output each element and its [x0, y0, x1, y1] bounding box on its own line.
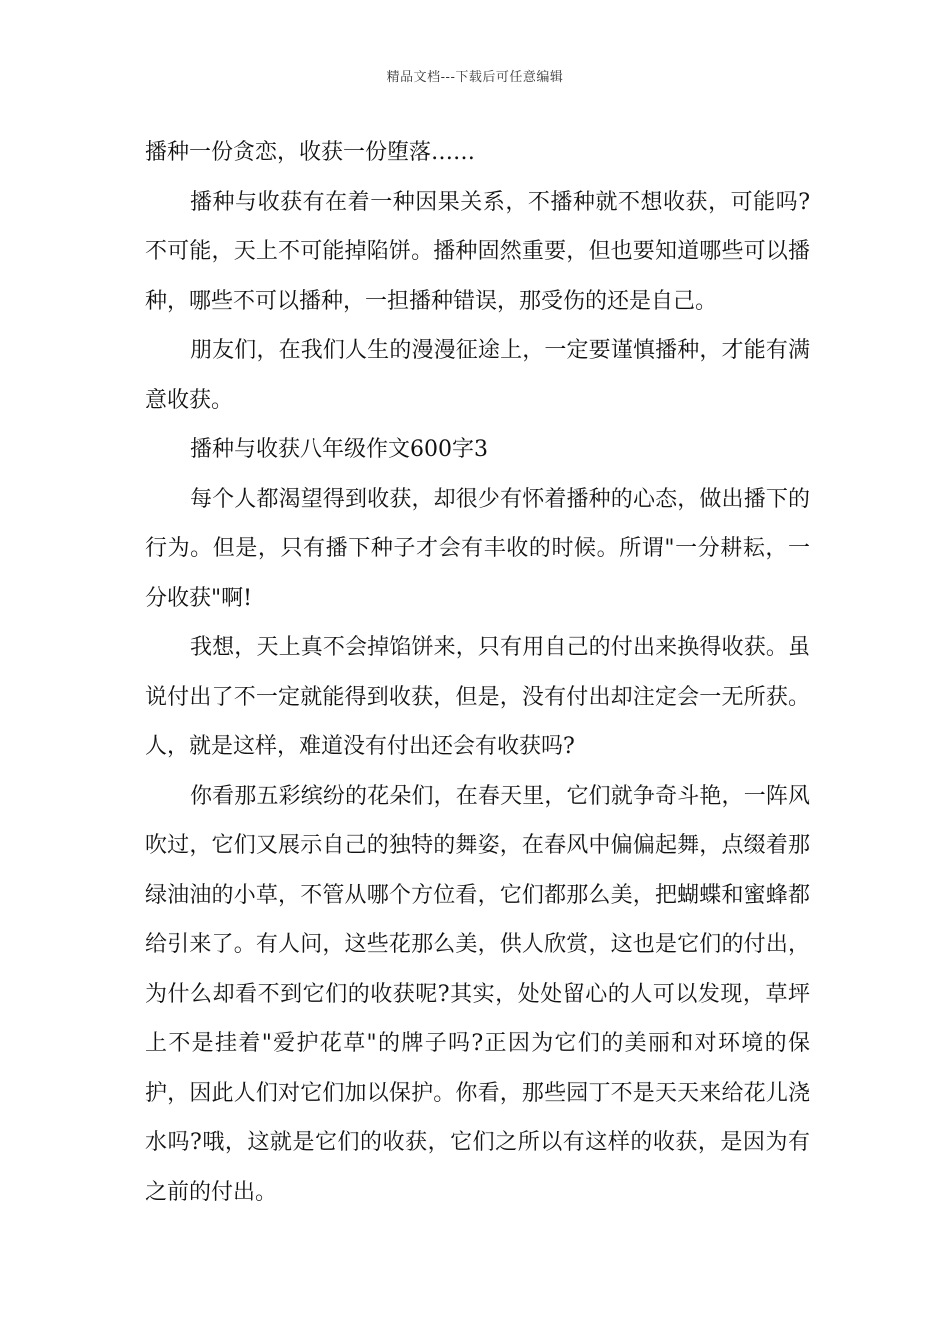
section-heading: 播种与收获八年级作文600字3 — [190, 437, 488, 462]
paragraph-2: 播种与收获有在着一种因果关系，不播种就不想收获，可能吗?不可能，天上不可能掉陷饼。播种固然重要，但也要知道哪些可以播种，哪些不可以播种，一担播种错误，那受伤的还是自己。 — [145, 189, 810, 314]
paragraph-3: 朋友们，在我们人生的漫漫征途上，一定要谨慎播种，才能有满意收获。 — [145, 338, 810, 413]
paragraph-1: 播种一份贪恋，收获一份堕落…… — [145, 140, 476, 165]
page-header: 精品文档---下载后可任意编辑 — [386, 70, 564, 85]
paragraph-6: 你看那五彩缤纷的花朵们，在春天里，它们就争奇斗艳，一阵风吹过，它们又展示自己的独特的舞姿，在春风中偏偏起舞，点缀着那绿油油的小草，不管从哪个方位看，它们都那么美，把蝴蝶和蜜蜂都给引来了。有人问，这些花那么美，供人欣赏，这也是它们的付出，为什么却看不到它们的收获呢?其实，处处留心的人可以发现，草坪上不是挂着"爱护花草"的牌子吗?正因为它们的美丽和对环境的保护，因此人们对它们加以保护。你看，那些园丁不是天天来给花儿浇水吗?哦，这就是它们的收获，它们之所以有这样的收获，是因为有之前的付出。 — [145, 783, 810, 1205]
paragraph-5: 我想，天上真不会掉馅饼来，只有用自己的付出来换得收获。虽说付出了不一定就能得到收获，但是，没有付出却注定会一无所获。人，就是这样，难道没有付出还会有收获吗? — [145, 635, 810, 759]
paragraph-4: 每个人都渴望得到收获，却很少有怀着播种的心态，做出播下的行为。但是，只有播下种子才会有丰收的时候。所谓"一分耕耘，一分收获"啊! — [145, 486, 810, 611]
document-body — [145, 128, 810, 1217]
